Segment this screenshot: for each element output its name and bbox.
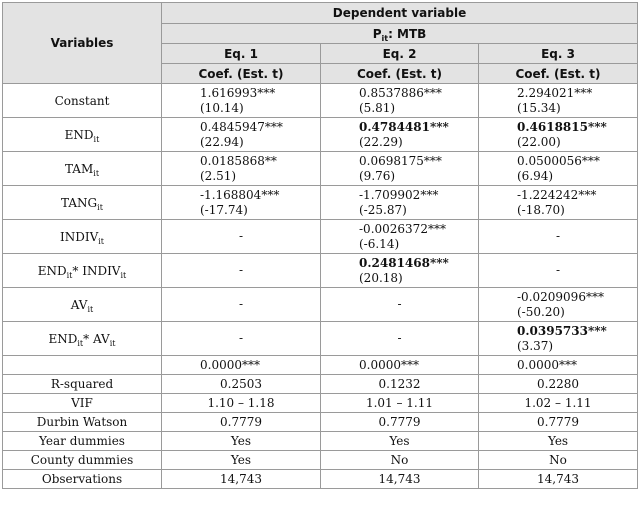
coefficient-value: 0.0500056***	[517, 153, 600, 168]
stats-cell	[321, 470, 479, 489]
stats-cell	[321, 413, 479, 432]
row-label	[3, 322, 162, 356]
row-label	[3, 186, 162, 220]
coefficient-value: -	[238, 229, 244, 243]
row-label	[3, 84, 162, 118]
t-statistic: (20.18)	[359, 270, 403, 285]
coefficient-cell	[162, 152, 321, 186]
row-label	[3, 152, 162, 186]
coefficient-cell	[321, 254, 479, 288]
stats-value: 1.02 – 1.11	[524, 396, 592, 410]
coefficient-cell	[321, 118, 479, 152]
stats-cell	[321, 356, 479, 375]
variable-subscript: it	[98, 236, 105, 246]
coefficient-value: -	[238, 297, 244, 311]
stats-cell	[321, 394, 479, 413]
coefficient-cell	[162, 118, 321, 152]
t-statistic: (-17.74)	[200, 202, 248, 217]
stats-label: R-squared	[3, 375, 162, 394]
variable-name: TAM	[64, 161, 94, 176]
table-row	[3, 84, 638, 118]
coefficient-cell	[162, 84, 321, 118]
stats-value: 0.2280	[537, 377, 579, 391]
stats-cell	[162, 432, 321, 451]
stats-value: No	[549, 453, 567, 467]
variable-name: Constant	[54, 93, 110, 108]
stats-value: Yes	[547, 434, 569, 448]
stats-cell	[162, 470, 321, 489]
stats-cell	[162, 394, 321, 413]
coefficient-value: -	[555, 229, 561, 243]
variable-subscript: it	[93, 134, 100, 144]
t-statistic: (22.00)	[517, 134, 561, 149]
coefficient-cell	[321, 322, 479, 356]
coefficient-cell	[162, 220, 321, 254]
t-statistic: (5.81)	[359, 100, 396, 115]
stats-value: 0.2503	[220, 377, 262, 391]
stats-value: 0.0000***	[359, 357, 419, 372]
variable-name: TANG	[61, 195, 98, 210]
stats-label: Year dummies	[3, 432, 162, 451]
coefficient-value: -1.709902***	[359, 187, 439, 202]
stats-row	[3, 375, 638, 394]
coefficient-cell	[162, 254, 321, 288]
t-statistic: (22.94)	[200, 134, 244, 149]
stats-value: 14,743	[220, 472, 262, 486]
table-row	[3, 118, 638, 152]
t-statistic: (3.37)	[517, 338, 554, 353]
stats-label: Observations	[3, 470, 162, 489]
variable-name: INDIV	[59, 229, 99, 244]
stats-row	[3, 356, 638, 375]
interaction-name: * AV	[83, 331, 110, 346]
t-statistic: (-18.70)	[517, 202, 565, 217]
variable-subscript: it	[93, 168, 100, 178]
stats-row	[3, 470, 638, 489]
stats-cell	[479, 375, 638, 394]
t-statistic: (9.76)	[359, 168, 396, 183]
stats-value: 14,743	[378, 472, 421, 486]
t-statistic: (22.29)	[359, 134, 403, 149]
variable-subscript: it	[97, 202, 103, 212]
coefficient-cell	[479, 254, 638, 288]
coefficient-cell	[321, 186, 479, 220]
equation-header: Eq. 3	[479, 44, 638, 64]
stats-row	[3, 432, 638, 451]
variable-name: AV	[70, 297, 88, 312]
table-row	[3, 322, 638, 356]
coefficient-value: -1.224242***	[517, 187, 597, 202]
stats-cell	[479, 432, 638, 451]
row-label	[3, 254, 162, 288]
coef-header: Coef. (Est. t)	[479, 64, 638, 84]
variable-name: END	[64, 127, 94, 142]
equation-header: Eq. 1	[162, 44, 321, 64]
interaction-name: * INDIV	[72, 263, 121, 278]
stats-label: VIF	[3, 394, 162, 413]
stats-label	[3, 356, 162, 375]
coefficient-cell	[321, 152, 479, 186]
stats-cell	[479, 356, 638, 375]
equation-header: Eq. 2	[321, 44, 479, 64]
stats-value: 0.1232	[378, 377, 421, 391]
t-statistic: (10.14)	[200, 100, 244, 115]
stats-value: 0.0000***	[517, 357, 577, 372]
variables-header: Variables	[3, 3, 162, 84]
interaction-subscript: it	[109, 338, 116, 348]
coefficient-cell	[321, 84, 479, 118]
coefficient-value: 0.4618815***	[517, 119, 607, 134]
stats-value: 0.7779	[220, 415, 262, 429]
coef-header: Coef. (Est. t)	[162, 64, 321, 84]
coefficient-value: -	[397, 297, 402, 311]
stats-value: No	[390, 453, 409, 467]
stats-value: Yes	[230, 453, 252, 467]
interaction-subscript: it	[120, 270, 127, 280]
coefficient-value: 0.0185868**	[200, 153, 277, 168]
stats-value: 1.01 – 1.11	[365, 396, 434, 410]
stats-label: Durbin Watson	[3, 413, 162, 432]
stats-cell	[321, 451, 479, 470]
stats-cell	[162, 451, 321, 470]
stats-value: 0.0000***	[200, 357, 260, 372]
table-row	[3, 152, 638, 186]
stats-cell	[321, 375, 479, 394]
coefficient-cell	[479, 220, 638, 254]
stats-cell	[321, 432, 479, 451]
regression-table-container	[2, 2, 637, 489]
coefficient-cell	[479, 186, 638, 220]
stats-cell	[162, 413, 321, 432]
stats-cell	[162, 375, 321, 394]
dv-suffix: : MTB	[388, 26, 427, 41]
table-row	[3, 186, 638, 220]
stats-row	[3, 451, 638, 470]
variable-name: END	[37, 263, 67, 278]
coefficient-value: 0.0395733***	[517, 323, 607, 338]
dependent-variable-name	[162, 24, 638, 44]
t-statistic: (-50.20)	[517, 304, 565, 319]
stats-value: Yes	[389, 434, 410, 448]
coefficient-value: -	[397, 331, 402, 345]
dv-subscript: it	[381, 33, 389, 43]
coefficient-cell	[479, 84, 638, 118]
coefficient-cell	[479, 322, 638, 356]
coefficient-value: -1.168804***	[200, 187, 280, 202]
coefficient-value: -	[555, 263, 561, 277]
stats-cell	[479, 470, 638, 489]
stats-row	[3, 394, 638, 413]
coefficient-value: -0.0209096***	[517, 289, 604, 304]
coefficient-value: 0.2481468***	[359, 255, 449, 270]
stats-cell	[479, 451, 638, 470]
coefficient-cell	[321, 220, 479, 254]
coefficient-cell	[479, 118, 638, 152]
variable-subscript: it	[66, 270, 73, 280]
regression-table	[2, 2, 638, 489]
stats-value: 1.10 – 1.18	[207, 396, 275, 410]
t-statistic: (2.51)	[200, 168, 237, 183]
stats-value: 14,743	[537, 472, 579, 486]
dv-name: P	[372, 26, 382, 41]
row-label	[3, 118, 162, 152]
t-statistic: (6.94)	[517, 168, 554, 183]
coefficient-cell	[321, 288, 479, 322]
coefficient-value: -0.0026372***	[359, 221, 446, 236]
coefficient-value: 2.294021***	[517, 85, 593, 100]
coefficient-cell	[162, 322, 321, 356]
variable-subscript: it	[77, 338, 84, 348]
dependent-variable-header: Dependent variable	[162, 3, 638, 24]
stats-value: Yes	[230, 434, 252, 448]
stats-cell	[479, 394, 638, 413]
stats-row	[3, 413, 638, 432]
table-row	[3, 254, 638, 288]
coefficient-value: 0.4845947***	[200, 119, 283, 134]
coefficient-value: 1.616993***	[200, 85, 276, 100]
stats-cell	[479, 413, 638, 432]
stats-cell	[162, 356, 321, 375]
stats-value: 0.7779	[537, 415, 579, 429]
t-statistic: (15.34)	[517, 100, 561, 115]
stats-value: 0.7779	[378, 415, 421, 429]
coefficient-cell	[479, 288, 638, 322]
row-label	[3, 288, 162, 322]
table-row	[3, 288, 638, 322]
coefficient-cell	[479, 152, 638, 186]
coef-header: Coef. (Est. t)	[321, 64, 479, 84]
stats-label: County dummies	[3, 451, 162, 470]
t-statistic: (-25.87)	[359, 202, 407, 217]
coefficient-value: 0.4784481***	[359, 119, 449, 134]
coefficient-value: -	[238, 331, 244, 345]
coefficient-value: 0.0698175***	[359, 153, 442, 168]
t-statistic: (-6.14)	[359, 236, 400, 251]
variable-subscript: it	[87, 304, 94, 314]
variable-name: END	[48, 331, 78, 346]
coefficient-cell	[162, 186, 321, 220]
coefficient-value: 0.8537886***	[359, 85, 442, 100]
coefficient-value: -	[238, 263, 244, 277]
coefficient-cell	[162, 288, 321, 322]
row-label	[3, 220, 162, 254]
table-row	[3, 220, 638, 254]
